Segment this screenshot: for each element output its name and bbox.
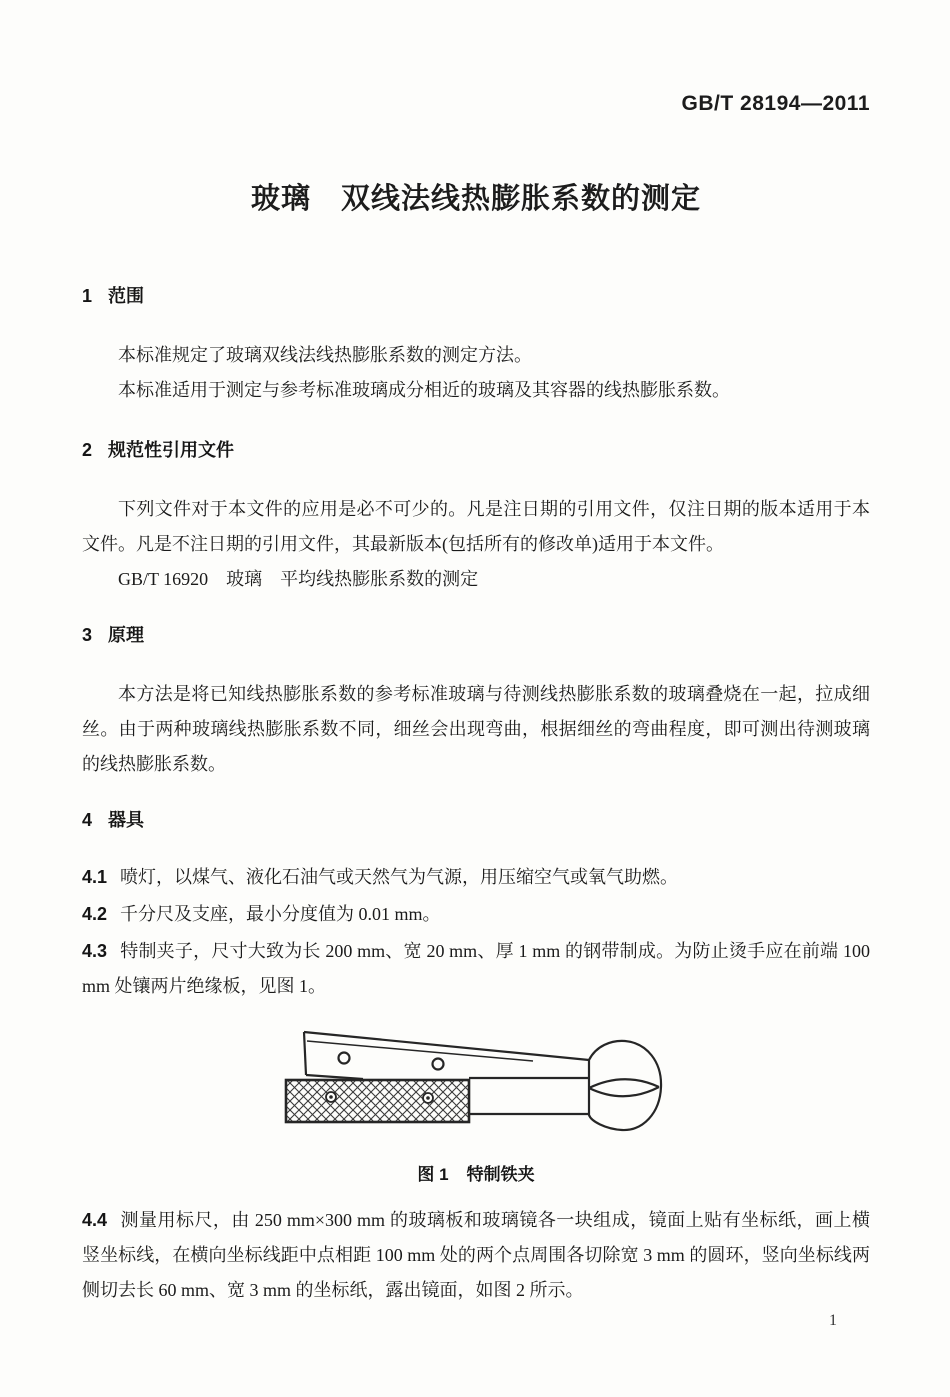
- clause-4-1: [82, 860, 870, 895]
- principle-paragraph: 本方法是将已知线热膨胀系数的参考标准玻璃与待测线热膨胀系数的玻璃叠烧在一起，拉成细丝。由于两种玻璃线热膨胀系数不同，细丝会出现弯曲，根据细丝的弯曲程度，即可测出待测玻璃的线热膨胀系数。: [82, 684, 870, 774]
- clause-4-1-text: 喷灯，以煤气、液化石油气或天然气为气源，用压缩空气或氧气助燃。: [120, 867, 679, 887]
- scope-paragraph-1: 本标准规定了玻璃双线法线热膨胀系数的测定方法。: [118, 345, 532, 365]
- section-4-number: 4: [82, 810, 93, 830]
- special-clamp-drawing: [281, 1020, 671, 1145]
- section-3-number: 3: [82, 625, 93, 645]
- figure-1-caption-label: 图 1: [417, 1165, 449, 1184]
- scope-paragraph-2: 本标准适用于测定与参考标准玻璃成分相近的玻璃及其容器的线热膨胀系数。: [118, 380, 730, 400]
- clause-4-3-number: 4.3: [82, 941, 108, 961]
- section-2-number: 2: [82, 440, 93, 460]
- clause-4-4-number: 4.4: [82, 1210, 108, 1230]
- clause-4-4-text: 测量用标尺，由 250 mm×300 mm 的玻璃板和玻璃镜各一块组成，镜面上贴有坐标纸，画上横竖坐标线，在横向坐标线距中点相距 100 mm 处的两个点周围各切除宽 3 mm 的圆环，竖向坐标线两侧切去长 60 mm、宽 3 mm 的坐标纸，露出镜面，如图 2 所示。: [82, 1210, 870, 1300]
- clause-4-3-text: 特制夹子，尺寸大致为长 200 mm、宽 20 mm、厚 1 mm 的钢带制成。为防止烫手应在前端 100 mm 处镶两片绝缘板，见图 1。: [82, 941, 870, 996]
- clause-4-3: [82, 934, 870, 1004]
- section-1-title: 范围: [108, 286, 145, 306]
- normative-reference-item: GB/T 16920 玻璃 平均线热膨胀系数的测定: [118, 569, 479, 589]
- clause-4-2-text: 千分尺及支座，最小分度值为 0.01 mm。: [120, 904, 441, 924]
- figure-1: [82, 1020, 870, 1145]
- standard-number: GB/T 28194—2011: [681, 92, 870, 115]
- section-2-title: 规范性引用文件: [108, 440, 235, 460]
- figure-1-caption: [82, 1163, 870, 1187]
- section-3-heading: [82, 623, 870, 647]
- clause-4-2-number: 4.2: [82, 904, 108, 924]
- section-4-title: 器具: [108, 810, 145, 830]
- clause-4-4: [82, 1203, 870, 1308]
- page-number: 1: [829, 1312, 837, 1329]
- section-2-heading: [82, 438, 870, 462]
- section-3-title: 原理: [108, 625, 145, 645]
- document-title: 玻璃 双线法线热膨胀系数的测定: [250, 183, 701, 215]
- figure-1-caption-text: 特制铁夹: [466, 1165, 535, 1184]
- section-1-number: 1: [82, 286, 93, 306]
- clause-4-2: [82, 897, 870, 932]
- clause-4-1-number: 4.1: [82, 867, 108, 887]
- section-1-heading: [82, 284, 870, 308]
- section-4-heading: [82, 808, 870, 832]
- normative-references-paragraph: 下列文件对于本文件的应用是必不可少的。凡是注日期的引用文件，仅注日期的版本适用于本文件。凡是不注日期的引用文件，其最新版本(包括所有的修改单)适用于本文件。: [82, 499, 870, 554]
